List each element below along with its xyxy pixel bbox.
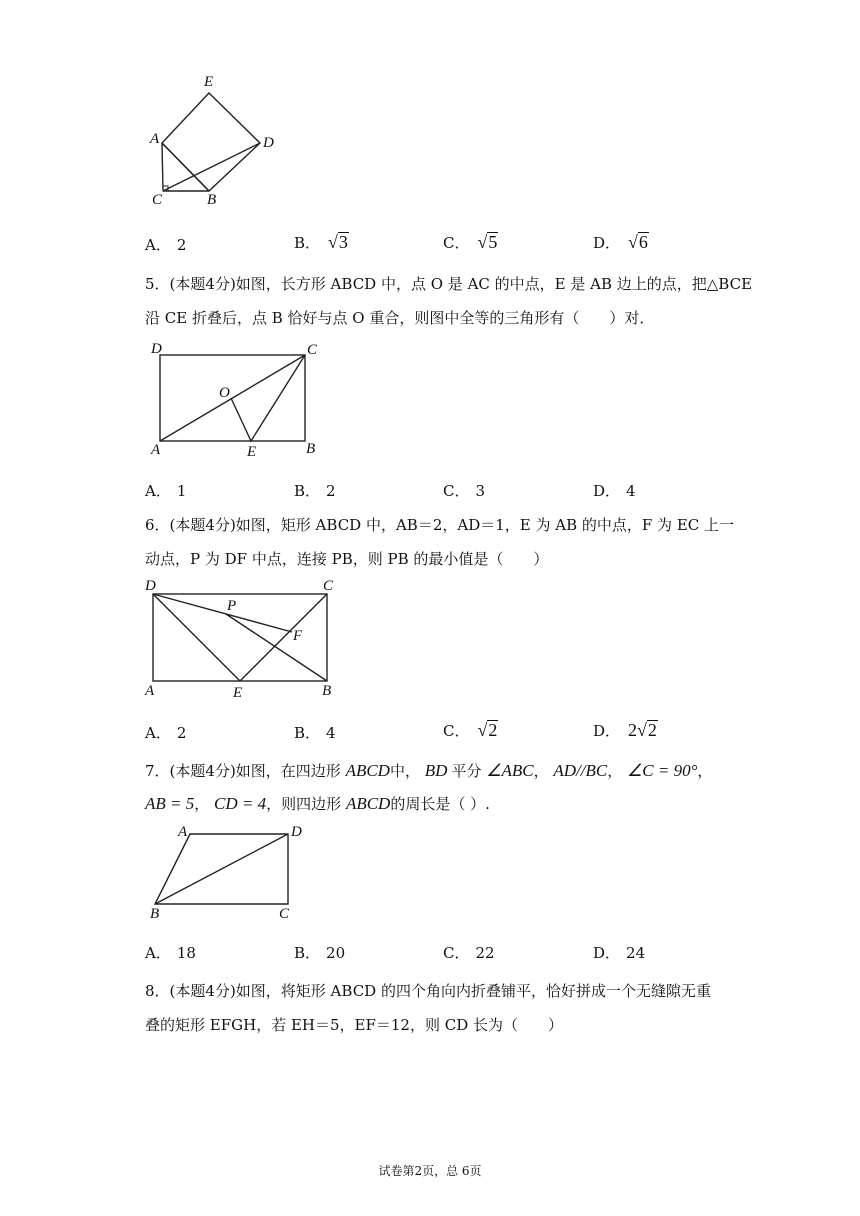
q7-label-b: B	[150, 906, 160, 922]
sqrt-symbol: √	[637, 720, 647, 740]
q5-option-a: A． 1	[145, 482, 187, 500]
q7-option-b: B． 20	[294, 944, 346, 962]
q5-label-a: A	[151, 442, 161, 458]
q5-label-o: O	[219, 385, 230, 401]
q4-label-a: A	[150, 131, 160, 147]
q6-label-c: C	[323, 578, 334, 594]
sqrt-symbol: √	[628, 232, 638, 252]
q4-label-e: E	[204, 74, 214, 90]
q4-option-b: B． √3	[294, 232, 348, 252]
q6-label-a: A	[145, 683, 155, 699]
q8-text-line1: 8．(本题4分)如图，将矩形 ABCD 的四个角向内折叠铺平，恰好拼成一个无缝隙无重	[145, 982, 711, 1000]
q5-label-b: B	[306, 441, 316, 457]
q4-option-c: C． √5	[443, 232, 498, 252]
q5-label-e: E	[247, 444, 257, 460]
q7-label-c: C	[279, 906, 290, 922]
q7-option-d: D． 24	[593, 944, 646, 962]
q6-option-b: B． 4	[294, 724, 336, 742]
q4-label-c: C	[152, 192, 163, 208]
q4-option-a: A． 2	[145, 236, 187, 254]
q5-option-c: C． 3	[443, 482, 486, 500]
q6-option-a: A． 2	[145, 724, 187, 742]
q6-label-e: E	[233, 685, 243, 701]
q5-text-line2: 沿 CE 折叠后，点 B 恰好与点 O 重合，则图中全等的三角形有（ ）对．	[145, 309, 655, 327]
q5-label-c: C	[307, 342, 318, 358]
q6-label-d: D	[145, 578, 156, 594]
q6-text-line1: 6．(本题4分)如图，矩形 ABCD 中，AB＝2，AD＝1，E 为 AB 的中点，F 为 EC 上一	[145, 516, 735, 534]
q7-label-a: A	[178, 824, 188, 840]
q7-option-c: C． 22	[443, 944, 495, 962]
page-footer: 试卷第2页，总 6页	[378, 1164, 482, 1178]
q5-label-d: D	[151, 341, 162, 357]
q7-text-line1: 7．(本题4分)如图，在四边形 ABCD中， BD 平分 ∠ABC， AD//BC， ∠C = 90°，	[145, 761, 713, 780]
q7-option-a: A． 18	[145, 944, 196, 962]
q6-label-b: B	[322, 683, 332, 699]
q7-text-line2: AB = 5， CD = 4，则四边形 ABCD的周长是（ ）.	[145, 794, 490, 813]
q6-text-line2: 动点，P 为 DF 中点，连接 PB，则 PB 的最小值是（ ）	[145, 550, 549, 568]
q6-label-p: P	[227, 598, 237, 614]
q4-label-b: B	[207, 192, 217, 208]
sqrt-symbol: √	[328, 232, 338, 252]
q5-option-b: B． 2	[294, 482, 336, 500]
sqrt-symbol: √	[477, 720, 488, 740]
q6-label-f: F	[293, 628, 303, 644]
q5-option-d: D． 4	[593, 482, 636, 500]
q7-label-d: D	[291, 824, 302, 840]
q6-option-c: C． √2	[443, 720, 498, 740]
q5-text-line1: 5．(本题4分)如图，长方形 ABCD 中，点 O 是 AC 的中点，E 是 AB 边上的点，把△BCE	[145, 275, 753, 293]
q6-option-d: D． 2√2	[593, 720, 657, 740]
sqrt-symbol: √	[477, 232, 488, 252]
q8-text-line2: 叠的矩形 EFGH，若 EH＝5，EF＝12，则 CD 长为（ ）	[145, 1016, 564, 1034]
q4-option-d: D． √6	[593, 232, 648, 252]
q4-label-d: D	[263, 135, 274, 151]
